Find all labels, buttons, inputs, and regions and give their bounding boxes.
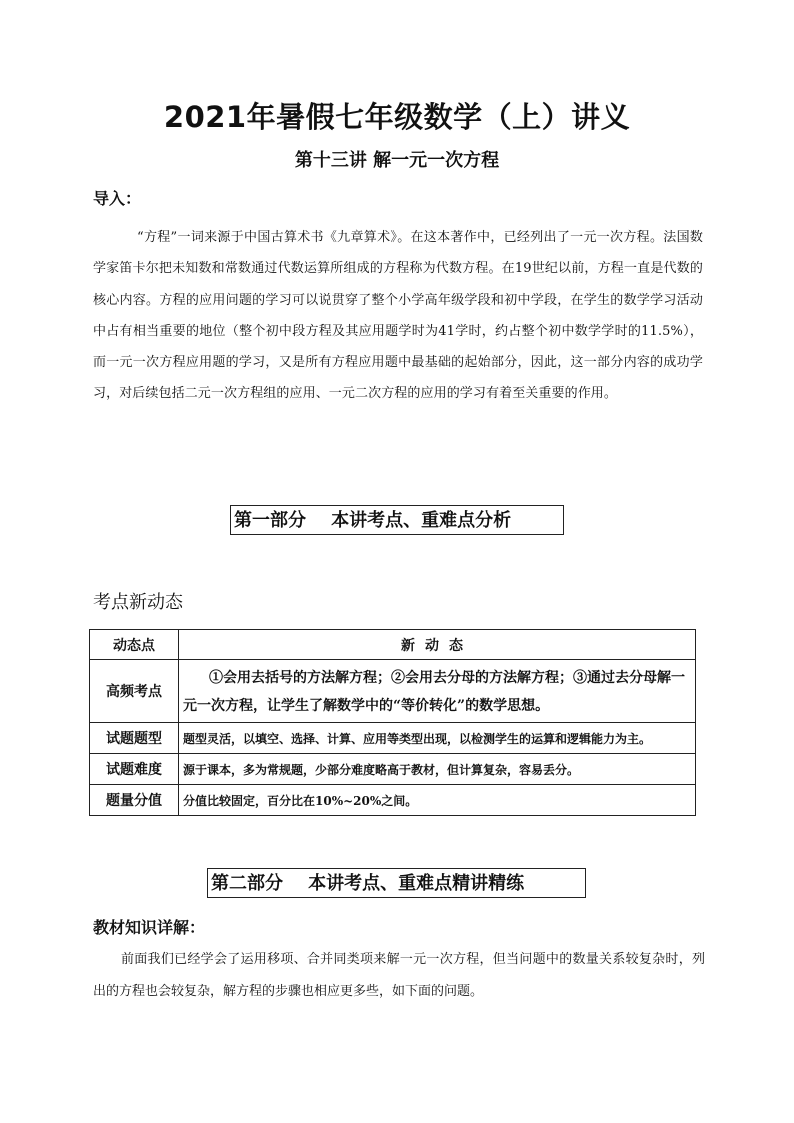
table-row-label: 试题题型 [90,723,179,754]
table-row-label: 题量分值 [90,785,179,816]
table-header-row [90,630,696,660]
table-row-content: ①会用去括号的方法解方程；②会用去分母的方法解方程；③通过去分母解一元一次方程，让学生了解数学中的“等价转化”的数学思想。 [179,660,696,723]
table-header-cell: 动态点 [90,630,179,660]
lecture-subtitle: 第十三讲 解一元一次方程 [294,150,500,171]
section-heading-1: 第一部分 本讲考点、重难点分析 [230,505,564,535]
table-row-content: 分值比较固定，百分比在10%~20%之间。 [179,785,696,816]
jiaocai-heading: 教材知识详解： [93,918,206,937]
table-row [90,785,696,816]
kaodian-heading: 考点新动态 [93,592,183,613]
table-row-content: 题型灵活，以填空、选择、计算、应用等类型出现，以检测学生的运算和逻辑能力为主。 [179,723,696,754]
table-row-label: 高频考点 [90,660,179,723]
table-row [90,660,696,723]
kaodian-table [89,629,696,816]
table-row [90,723,696,754]
section-heading-2: 第二部分 本讲考点、重难点精讲精练 [207,868,586,898]
table-row-label: 试题难度 [90,754,179,785]
jiaocai-paragraph: 前面我们已经学会了运用移项、合并同类项来解一元一次方程，但当问题中的数量关系较复杂时，列出的方程也会较复杂，解方程的步骤也相应更多些，如下面的问题。 [93,952,705,999]
intro-paragraph: “方程”一词来源于中国古算术书《九章算术》。在这本著作中，已经列出了一元一次方程。法国数学家笛卡尔把未知数和常数通过代数运算所组成的方程称为代数方程。在19世纪以前，方程一直是代数的核心内容。方程的应用问题的学习可以说贯穿了整个小学高年级学段和初中学段，在学生的数学学习活动中占有相当重要的地位（整个初中段方程及其应用题学时为41学时，约占整个初中数学学时的11.5%），而一元一次方程应用题的学习，又是所有方程应用题中最基础的起始部分，因此，这一部分内容的成功学习，对后续包括二元一次方程组的应用、一元二次方程的应用的学习有着至关重要的作用。 [93,230,703,402]
table-row-content: 源于课本，多为常规题，少部分难度略高于教材，但计算复杂，容易丢分。 [179,754,696,785]
intro-label: 导入： [93,189,142,208]
table-header-cell: 新动态 [179,630,696,660]
page-title: 2021年暑假七年级数学（上）讲义 [163,100,631,134]
table-row [90,754,696,785]
